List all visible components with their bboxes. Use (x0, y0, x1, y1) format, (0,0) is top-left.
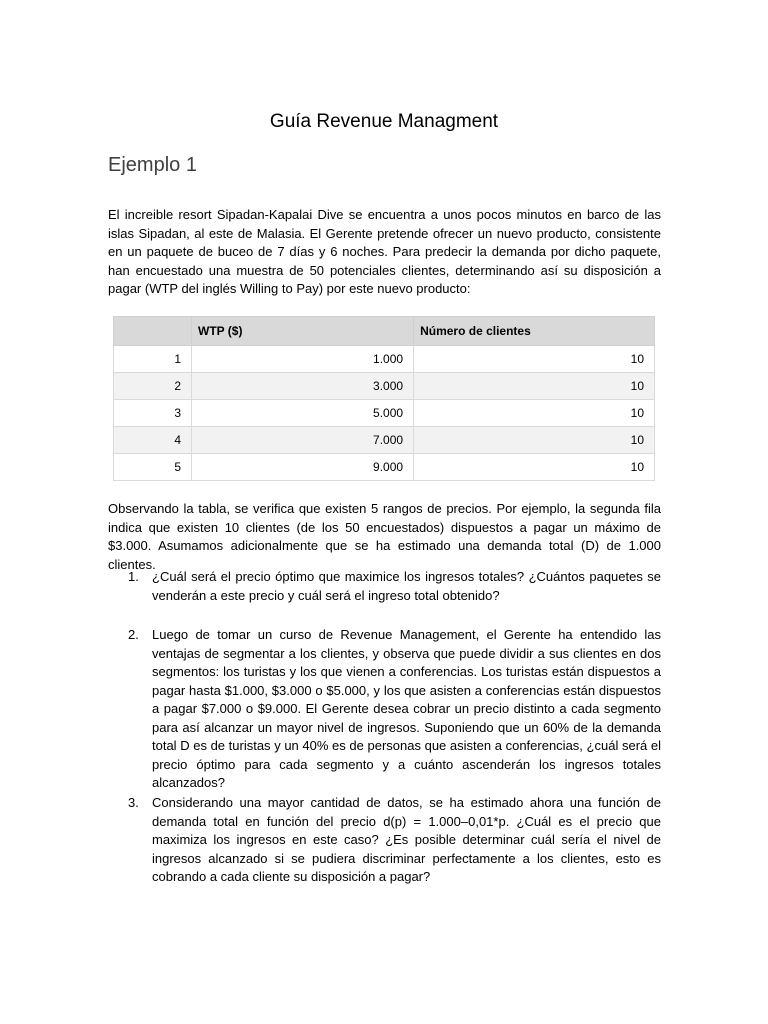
wtp-table (113, 316, 655, 481)
row-wtp: 9.000 (192, 454, 414, 481)
table-header-row (114, 317, 655, 346)
question-text: Considerando una mayor cantidad de datos, se ha estimado ahora una función de demanda total en función del precio d(p) = 1.000–0,01*p. ¿Cuál es el precio que maximiza los ingresos en este caso? ¿Es posible determinar cuál sería el nivel de ingresos alcanzado si se pudiera discriminar perfectamente a los clientes, esto es cobrando a cada cliente su disposición a pagar? (152, 795, 661, 884)
question-item (108, 626, 661, 793)
row-wtp: 7.000 (192, 427, 414, 454)
intro-paragraph: El increible resort Sipadan-Kapalai Dive se encuentra a unos pocos minutos en barco de las islas Sipadan, al este de Malasia. El Gerente pretende ofrecer un nuevo producto, consistente en un paquete de buceo de 7 días y 6 noches. Para predecir la demanda por dicho paquete, han encuestado una muestra de 50 potenciales clientes, determinando así su disposición a pagar (WTP del inglés Willing to Pay) por este nuevo producto: (108, 207, 661, 296)
question-item (108, 568, 661, 605)
table-row (114, 400, 655, 427)
row-clients: 10 (414, 346, 655, 373)
question-number: 1. (128, 569, 139, 584)
document-title: Guía Revenue Managment (269, 111, 499, 132)
table-row (114, 454, 655, 481)
question-item (108, 794, 661, 887)
header-wtp: WTP ($) (192, 317, 414, 346)
row-clients: 10 (414, 400, 655, 427)
header-clients: Número de clientes (414, 317, 655, 346)
question-number: 3. (128, 795, 139, 810)
analysis-paragraph: Observando la tabla, se verifica que existen 5 rangos de precios. Por ejemplo, la segunda fila indica que existen 10 clientes (de los 50 encuestados) dispuestos a pagar un máximo de $3.000. Asumamos adicionalmente que se ha estimado una demanda total (D) de 1.000 clientes. (108, 501, 661, 572)
question-number: 2. (128, 627, 139, 642)
table-row (114, 427, 655, 454)
row-wtp: 5.000 (192, 400, 414, 427)
row-index: 5 (114, 454, 192, 481)
question-text: Luego de tomar un curso de Revenue Management, el Gerente ha entendido las ventajas de segmentar a los clientes, y observa que puede dividir a sus clientes en dos segmentos: los turistas y los que vienen a conferencias. Los turistas están dispuestos a pagar hasta $1.000, $3.000 o $5.000, y los que asisten a conferencias están dispuestos a pagar $7.000 o $9.000. El Gerente desea cobrar un precio distinto a cada segmento para así alcanzar un mayor nivel de ingresos. Suponiendo que un 60% de la demanda total D es de turistas y un 40% es de personas que asisten a conferencias, ¿cuál será el precio óptimo para cada segmento y a cuánto ascenderán los ingresos totales alcanzados? (152, 627, 661, 790)
header-index (114, 317, 192, 346)
row-clients: 10 (414, 427, 655, 454)
section-heading: Ejemplo 1 (108, 154, 197, 176)
row-index: 1 (114, 346, 192, 373)
row-index: 4 (114, 427, 192, 454)
table-row (114, 373, 655, 400)
row-wtp: 1.000 (192, 346, 414, 373)
table-row (114, 346, 655, 373)
row-clients: 10 (414, 454, 655, 481)
question-text: ¿Cuál será el precio óptimo que maximice los ingresos totales? ¿Cuántos paquetes se venderán a este precio y cuál será el ingreso total obtenido? (152, 569, 661, 603)
row-clients: 10 (414, 373, 655, 400)
row-index: 2 (114, 373, 192, 400)
row-index: 3 (114, 400, 192, 427)
row-wtp: 3.000 (192, 373, 414, 400)
